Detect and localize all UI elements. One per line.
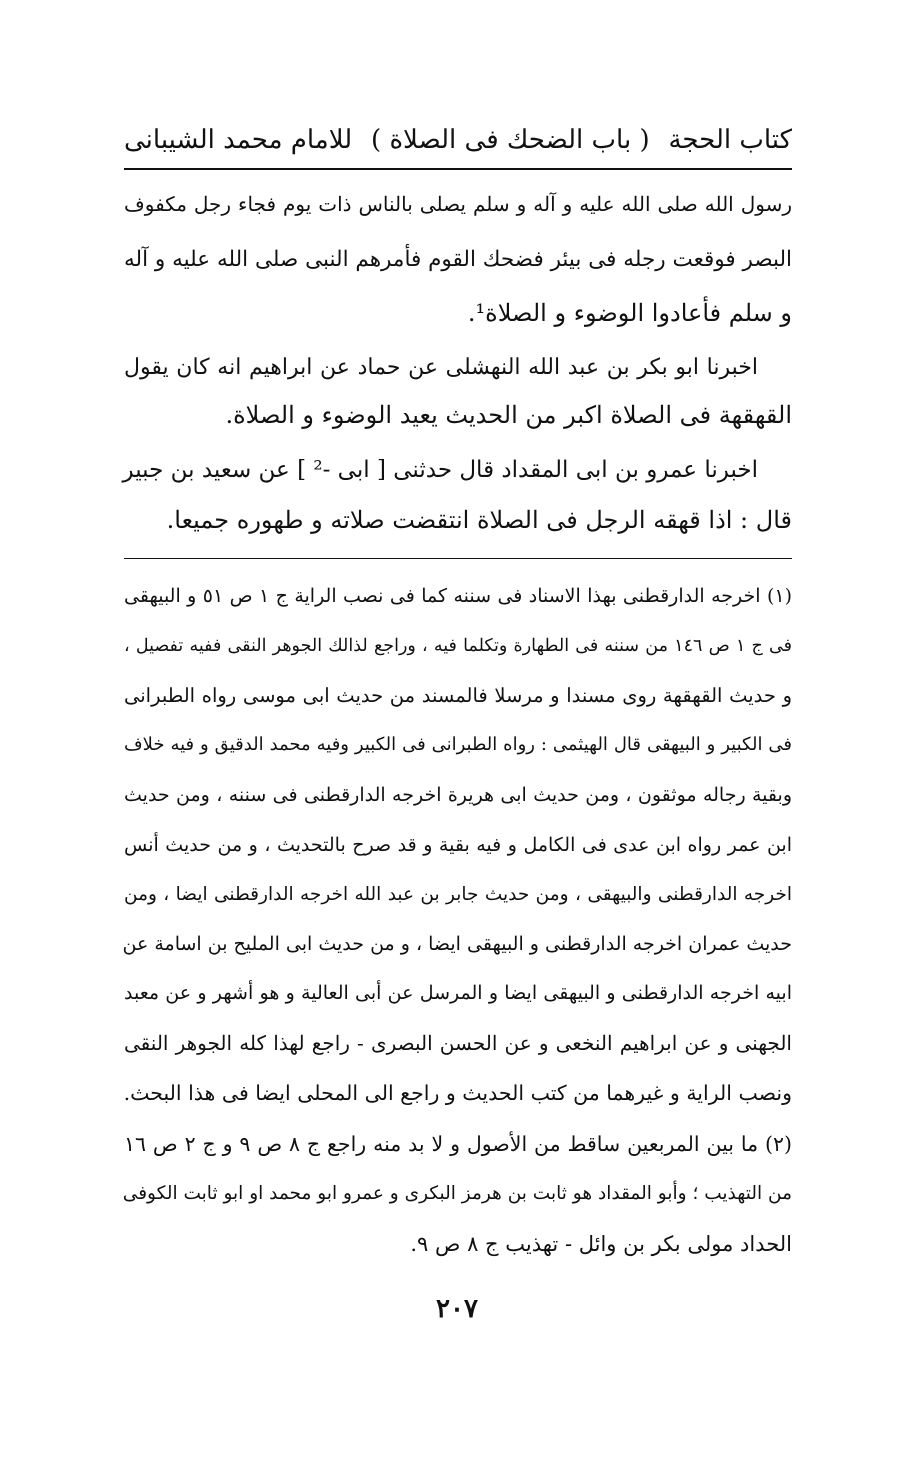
page-number: ٢٠٧ (436, 1294, 478, 1324)
footnote-line: فى ج ١ ص ١٤٦ من سننه فى الطهارة وتكلما فيه ، وراجع لذالك الجوهر النقى ففيه تفصيل ، (124, 636, 792, 656)
footnote-line: الحداد مولى بكر بن وائل - تهذيب ج ٨ ص ٩. (410, 1232, 792, 1256)
footnote-line: ونصب الراية و غيرهما من كتب الحديث و راجع الى المحلى ايضا فى هذا البحث. (123, 1081, 792, 1105)
chapter-title: ( باب الضحك فى الصلاة ) (371, 125, 650, 155)
text-line: و سلم فأعادوا الوضوء و الصلاة¹. (467, 299, 792, 327)
footnote-line: حديث عمران اخرجه الدارقطنى و البيهقى ايضا ، و من حديث ابى المليح بن اسامة عن (122, 933, 792, 955)
text-line: اخبرنا عمرو بن ابى المقداد قال حدثنى [ ابى -² ] عن سعيد بن جبير (122, 457, 758, 483)
footnote-line: اخرجه الدارقطنى والبيهقى ، ومن حديث جابر بن عبد الله اخرجه الدارقطنى ايضا ، ومن (124, 884, 792, 905)
footnote-rule (124, 558, 792, 559)
footnote-line: الجهنى و عن ابراهيم النخعى و عن الحسن البصرى - راجع لهذا كله الجوهر النقى (124, 1031, 792, 1055)
footnote-line: (١) اخرجه الدارقطنى بهذا الاسناد فى سننه كما فى نصب الراية ج ١ ص ٥١ و البيهقى (124, 585, 792, 607)
footnote-line: فى الكبير و البيهقى قال الهيثمى : رواه الطبرانى فى الكبير وفيه محمد الدقيق و فيه خلاف (124, 734, 792, 755)
footnote-line: و حديث القهقهة روى مسندا و مرسلا فالمسند من حديث ابى موسى رواه الطبرانى (124, 684, 792, 707)
footnote-line: ابن عمر رواه ابن عدى فى الكامل و فيه بقية و قد صرح بالتحديث ، و من حديث أنس (124, 834, 792, 856)
running-header (124, 118, 792, 162)
text-line: القهقهة فى الصلاة اكبر من الحديث يعيد الوضوء و الصلاة. (225, 401, 792, 429)
text-line: قال : اذا قهقه الرجل فى الصلاة انتقضت صلاته و طهوره جميعا. (166, 506, 792, 534)
text-line: اخبرنا ابو بكر بن عبد الله النهشلى عن حماد عن ابراهيم انه كان يقول (124, 355, 758, 380)
book-title: كتاب الحجة (668, 125, 792, 155)
text-line: البصر فوقعت رجله فى بيئر فضحك القوم فأمرهم النبى صلى الله عليه و آله (124, 247, 792, 272)
footnote-line: ابيه اخرجه الدارقطنى و البيهقى ايضا و المرسل عن أبى العالية و هو أشهر و عن معبد (124, 982, 792, 1004)
footnote-line: من التهذيب ؛ وأبو المقداد هو ثابت بن هرمز البكرى و عمرو ابو محمد او ابو ثابت الكوفى (122, 1183, 792, 1204)
author-name: للامام محمد الشيبانى (124, 125, 353, 155)
footnote-line: وبقية رجاله موثقون ، ومن حديث ابى هريرة اخرجه الدارقطنى فى سننه ، ومن حديث (124, 784, 792, 806)
header-rule (124, 168, 792, 170)
text-line: رسول الله صلى الله عليه و آله و سلم يصلى بالناس ذات يوم فجاء رجل مكفوف (124, 192, 792, 216)
footnote-line: (٢) ما بين المربعين ساقط من الأصول و لا بد منه راجع ج ٨ ص ٩ و ج ٢ ص ١٦ (124, 1132, 792, 1156)
